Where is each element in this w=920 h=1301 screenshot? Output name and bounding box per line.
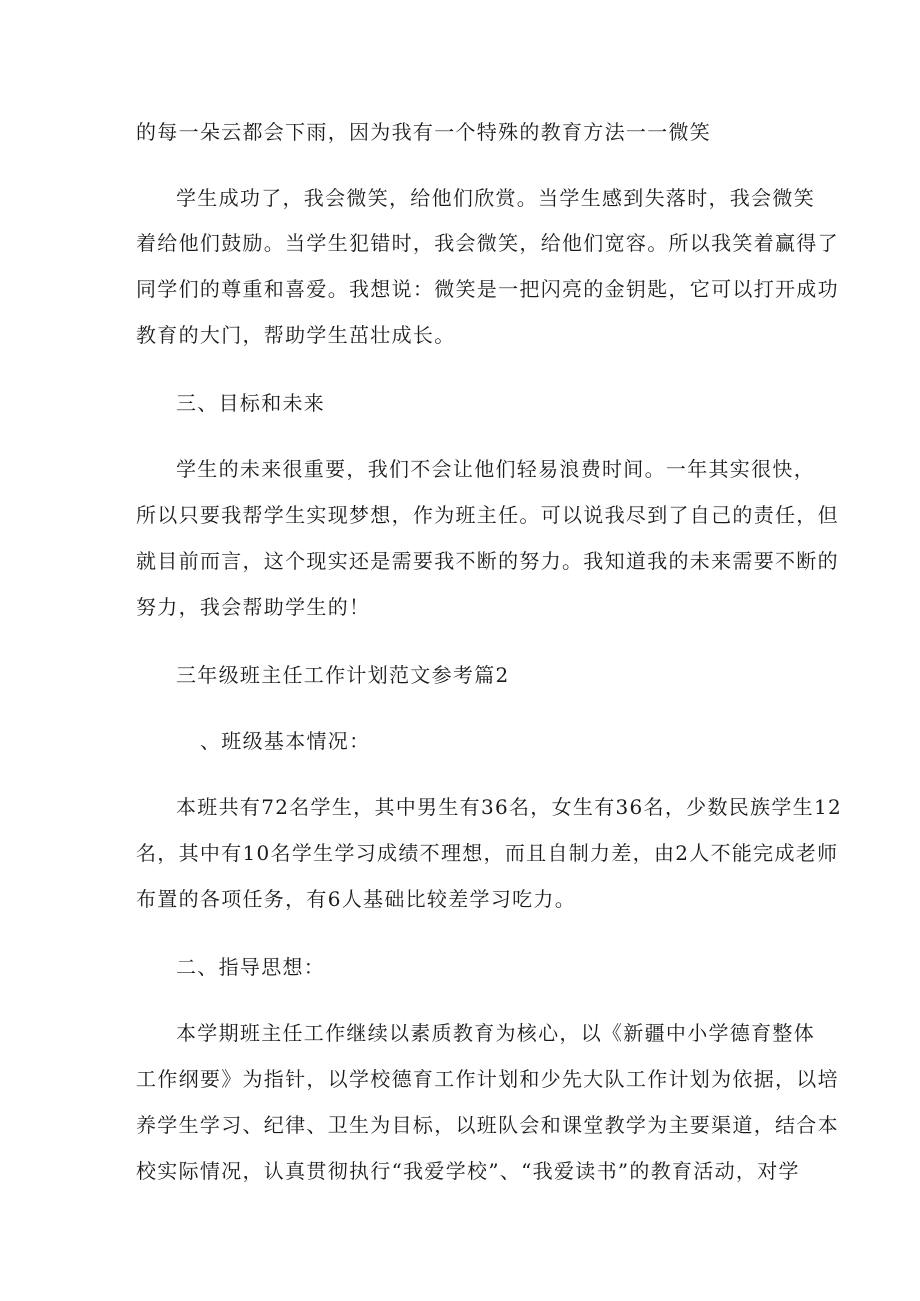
paragraph-line: 本学期班主任工作继续以素质教育为核心，以《新疆中小学德育整体 xyxy=(176,1021,815,1045)
paragraph-line: 名，其中有10名学生学习成绩不理想，而且自制力差，由2人不能完成老师 xyxy=(136,841,839,865)
paragraph-line: 着给他们鼓励。当学生犯错时，我会微笑，给他们宽容。所以我笑着赢得了 xyxy=(136,231,839,255)
paragraph-line: 工作纲要》为指针，以学校德育工作计划和少先大队工作计划为依据，以培 xyxy=(136,1067,839,1091)
paragraph-line: 校实际情况，认真贯彻执行“我爱学校”、“我爱读书”的教育活动，对学 xyxy=(136,1159,800,1183)
paragraph-line: 的每一朵云都会下雨，因为我有一个特殊的教育方法一一微笑 xyxy=(136,120,712,144)
paragraph-line: 学生成功了，我会微笑，给他们欣赏。当学生感到失落时，我会微笑 xyxy=(176,186,815,210)
article-title: 三年级班主任工作计划范文参考篇2 xyxy=(176,663,510,687)
section-heading: 、班级基本情况： xyxy=(200,729,371,753)
paragraph-line: 同学们的尊重和喜爱。我想说：微笑是一把闪亮的金钥匙，它可以打开成功 xyxy=(136,277,839,301)
paragraph-line: 学生的未来很重要，我们不会让他们轻易浪费时间。一年其实很快， xyxy=(176,457,815,481)
paragraph-line: 教育的大门，帮助学生茁壮成长。 xyxy=(136,323,456,347)
paragraph-line: 本班共有72名学生，其中男生有36名，女生有36名，少数民族学生12 xyxy=(176,795,842,819)
section-heading: 三、目标和未来 xyxy=(176,391,326,415)
paragraph-line: 布置的各项任务，有6人基础比较差学习吃力。 xyxy=(136,887,577,911)
paragraph-line: 所以只要我帮学生实现梦想，作为班主任。可以说我尽到了自己的责任，但 xyxy=(136,503,839,527)
paragraph-line: 就目前而言，这个现实还是需要我不断的努力。我知道我的未来需要不断的 xyxy=(136,549,839,573)
paragraph-line: 努力，我会帮助学生的！ xyxy=(136,595,371,619)
paragraph-line: 养学生学习、纪律、卫生为目标，以班队会和课堂教学为主要渠道，结合本 xyxy=(136,1113,839,1137)
section-heading: 二、指导思想： xyxy=(176,955,326,979)
